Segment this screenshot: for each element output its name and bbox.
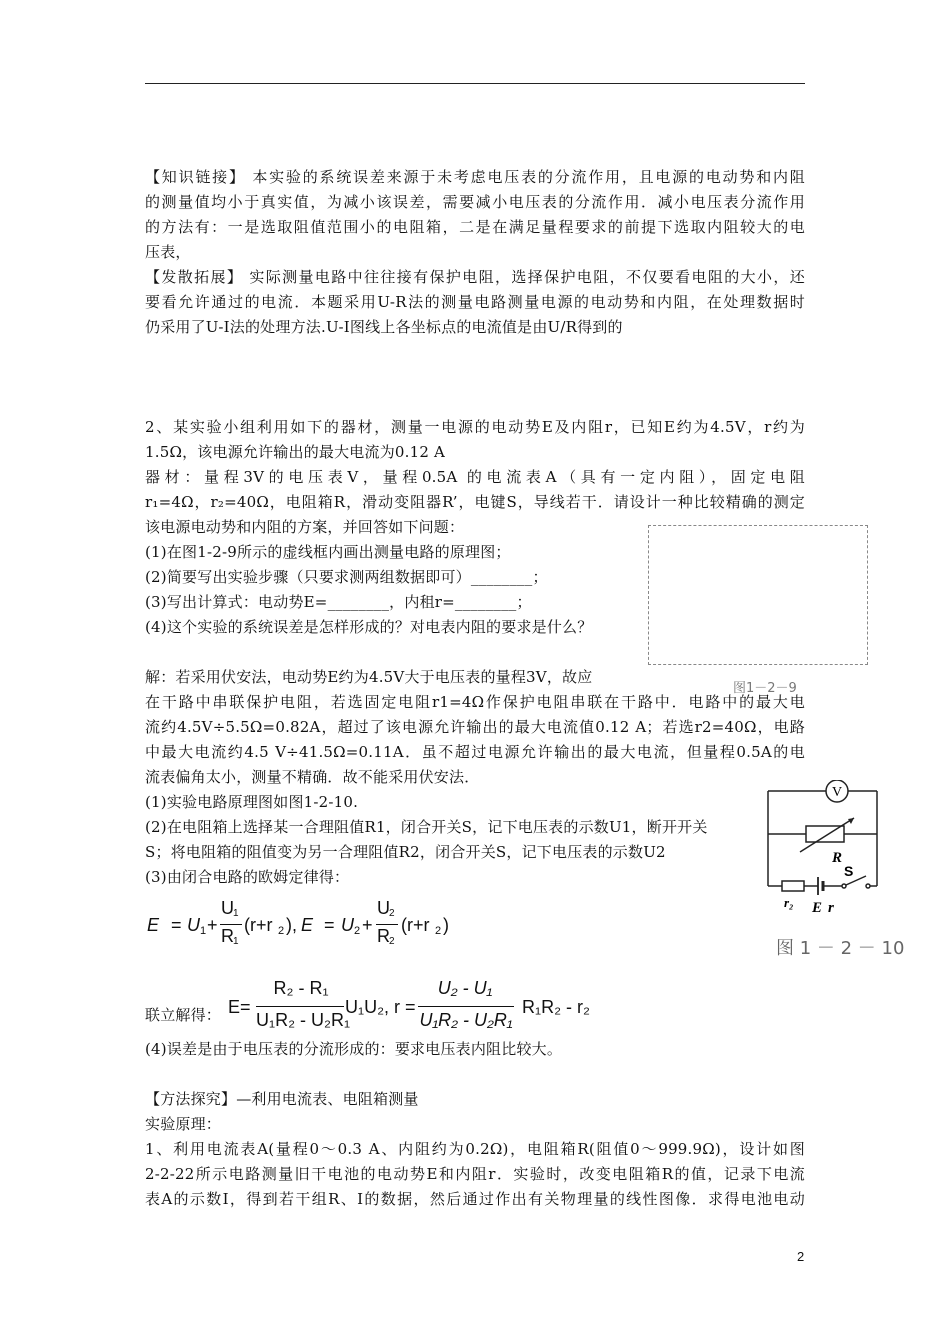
switch-label: S	[844, 863, 854, 879]
text-line: 【方法探究】—利用电流表、电阻箱测量	[145, 1090, 419, 1108]
answer-box-dashed	[648, 525, 868, 665]
header-rule	[145, 83, 805, 84]
text-line: (1)在图1-2-9所示的虚线框内画出测量电路的原理图；	[145, 543, 511, 561]
text-line: 该电源电动势和内阻的方案，并回答如下问题：	[145, 518, 465, 536]
text-line: 表A的示数I，得到若干组R、I的数据，然后通过作出有关物理量的线性图像．求得电池电动	[145, 1190, 805, 1208]
text-line: (3)由闭合电路的欧姆定律得：	[145, 868, 350, 886]
resistor-r2	[782, 881, 804, 891]
text-line: (2)简要写出实验步骤（只要求测两组数据即可）________；	[145, 568, 548, 586]
figure-1-2-9-caption: 图1－2－9	[733, 681, 797, 696]
voltmeter-label: V	[831, 785, 843, 800]
text-line: 2、某实验小组利用如下的器材，测量一电源的电动势E及内阻r，已知E约为4.5V，r约为	[145, 418, 805, 436]
text-line: 【知识链接】 本实验的系统误差来源于未考虑电压表的分流作用，且电源的电动势和内阻	[145, 168, 805, 186]
text-line: (3)写出计算式：电动势E=________，内租r=________；	[145, 593, 532, 611]
text-line: (4)这个实验的系统误差是怎样形成的？对电表内阻的要求是什么？	[145, 618, 593, 636]
text-line: (1)实验电路原理图如图1-2-10.	[145, 793, 359, 811]
text-line: (2)在电阻箱上选择某一合理阻值R1，闭合开关S，记下电压表的示数U1，断开开关	[145, 818, 708, 836]
text-line: 实验原理：	[145, 1115, 222, 1133]
rheostat-label: R	[832, 850, 843, 866]
text-line: 流约4.5V÷5.5Ω=0.82A，超过了该电源允许输出的最大电流值0.12 A；若选r2=40Ω，电路	[145, 718, 805, 736]
text-line: 联立解得：	[145, 1006, 222, 1024]
text-line: 2-2-22所示电路测量旧干电池的电动势E和内阻r．实验时，改变电阻箱R的值，记录下电流	[145, 1165, 805, 1183]
text-line: 的测量值均小于真实值，为减小该误差，需要减小电压表的分流作用．减小电压表分流作用	[145, 193, 805, 211]
text-line: 1.5Ω，该电源允许输出的最大电流为0.12 A	[145, 443, 446, 461]
text-line: 压表，	[145, 243, 191, 261]
page-number: 2	[797, 1249, 805, 1264]
circuit-diagram	[762, 780, 882, 920]
internal-r-label: r	[828, 900, 834, 916]
text-line: r₁=4Ω，r₂=40Ω，电阻箱R，滑动变阻器R’，电键S，导线若干．请设计一种比较精确的测定	[145, 493, 805, 511]
switch-pivot	[842, 884, 846, 888]
text-line: 中最大电流约4.5 V÷41.5Ω=0.11A．虽不超过电源允许输出的最大电流，但量程0.5A的电	[145, 743, 805, 761]
text-line: 流表偏角太小，测量不精确．故不能采用伏安法．	[145, 768, 480, 786]
r2-label: r₂	[784, 895, 794, 910]
text-line: 要看允许通过的电流．本题采用U-R法的测量电路测量电源的电动势和内阻，在处理数据时	[145, 293, 805, 311]
text-line: 解：若采用伏安法，电动势E约为4.5V大于电压表的量程3V，故应	[145, 668, 593, 686]
text-line: 在干路中串联保护电阻，若选固定电阻r1=4Ω作保护电阻串联在干路中．电路中的最大电	[145, 693, 805, 711]
switch-contact	[866, 884, 870, 888]
emf-label: E	[812, 900, 823, 916]
text-line: 的方法有：一是选取阻值范围小的电阻箱，二是在满足量程要求的前提下选取内阻较大的电	[145, 218, 805, 236]
text-line: S；将电阻箱的阻值变为另一合理阻值R2，闭合开关S，记下电压表的示数U2	[145, 843, 666, 861]
text-line: (4)误差是由于电压表的分流形成的：要求电压表内阻比较大。	[145, 1040, 563, 1058]
text-line: 仍采用了U-I法的处理方法.U-I图线上各坐标点的电流值是由U/R得到的	[145, 318, 623, 336]
figure-1-2-10-caption: 图 1 － 2 － 10	[776, 938, 905, 959]
text-line: 【发散拓展】 实际测量电路中往往接有保护电阻，选择保护电阻，不仅要看电阻的大小，还	[145, 268, 805, 286]
text-line: 1、利用电流表A(量程0～0.3 A、内阻约为0.2Ω)，电阻箱R(阻值0～999.9Ω)，设计如图	[145, 1140, 805, 1158]
text-line: 器材：量程3V的电压表V，量程0.5A 的电流表A（具有一定内阻），固定电阻	[145, 468, 805, 486]
